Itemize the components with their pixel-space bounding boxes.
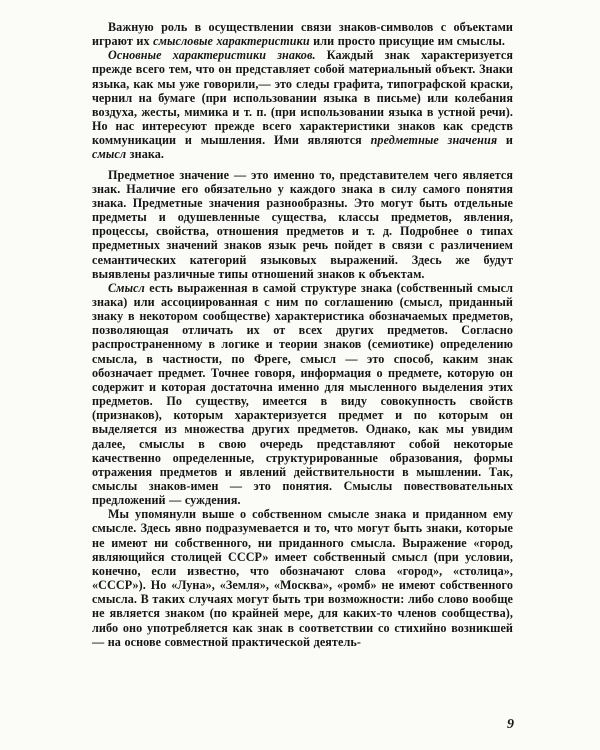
paragraph-5-text: Мы упомянули выше о собственном смысле знака и приданном ему смысле. Здесь явно подразумевается и то, что могут быть знаки, которые не имеют ни собственного, ни приданного смысла. Выражение «город, являющийся столицей СССР» имеет собственный смысл (при условии, конечно, если известно, что обозначают слова «город», «столица», «СССР»). Но «Луна», «Земля», «Москва», «ромб» не имеют собственного смысла. В таких случаях могут быть три возможности: либо слово вообще не является знаком (по крайней мере, для каких-то членов сообщества), либо оно употребляется как знак в соответствии со стихийно возникшей — на основе совместной практической деятель- <box>92 507 513 649</box>
paragraph-5 <box>92 507 513 649</box>
term-sense: смысл <box>92 147 127 162</box>
paragraph-4-text: есть выраженная в самой структуре знака (собственный смысл знака) или ассоциированная с ним по соглашению (смысл, приданный знаку в некотором сообществе) характеристика обозначаемых предметов, позволяющая отличать их от всех других предметов. Согласно распространенному в логике и теории знаков (семиотике) определению смысла, в частности, по Фреге, смысл — это способ, каким знак обозначает предмет. Точнее говоря, информация о предмете, которую он содержит и которая достаточна именно для мысленного выделения этих предметов. По существу, имеется в виду совокупность свойств (признаков), которым характеризуется предмет и по которым он выделяется из множества других предметов. Однако, как мы увидим далее, смыслы в свою очередь представляют собой некоторые качественно определенные, структурированные образования, формы отражения предметов и явлений действительности в мышлении. Так, смыслы знаков-имен — это понятия. Смыслы повествовательных предложений — суждения. <box>92 280 513 508</box>
paragraph-1-text-end: или просто присущие им смыслы. <box>309 34 505 49</box>
section-heading-inline: Основные характеристики знаков. <box>108 48 316 63</box>
term-sense-definition: Смысл <box>108 280 145 295</box>
term-subject-meanings: предметные значения <box>370 133 498 148</box>
paragraph-2-conjunction: и <box>497 133 514 148</box>
paragraph-2-text: Каждый знак характеризуется прежде всего тем, что он представляет собой материальный объект. Знаки языка, как мы уже говорили,— это следы графита, типографской краски, чернил на бумаге (при использовании языка в письме) или колебания воздуха, жесты, мимика и т. п. (при использовании языка в устной речи). Но нас интересуют прежде всего характеристики знаков как средств коммуникации и мышления. Ими являются <box>92 48 513 148</box>
page-number: 9 <box>507 717 514 732</box>
paragraph-1-text: Важную роль в осуществлении связи знаков-символов с объектами играют их <box>92 20 513 49</box>
paragraph-1-emphasis: смысловые характеристики <box>153 34 310 49</box>
paragraph-3-text: Предметное значение — это именно то, представителем чего является знак. Наличие его обязательно у каждого знака в силу самого понятия знака. Предметные значения разнообразны. Это могут быть отдельные предметы и одушевленные существа, классы предметов, явления, процессы, свойства, отношения предметов и т. д. Подробнее о типах предметных значений знаков язык речь пойдет в связи с различением семантических категорий языковых выражений. Здесь же будут выявлены различные типы отношений знаков к объектам. <box>92 167 513 281</box>
paragraph-2-text-end: знака. <box>126 147 165 162</box>
paragraph-1 <box>92 20 513 48</box>
paragraph-3 <box>92 168 513 281</box>
paragraph-2 <box>92 48 513 161</box>
paragraph-4 <box>92 281 513 508</box>
